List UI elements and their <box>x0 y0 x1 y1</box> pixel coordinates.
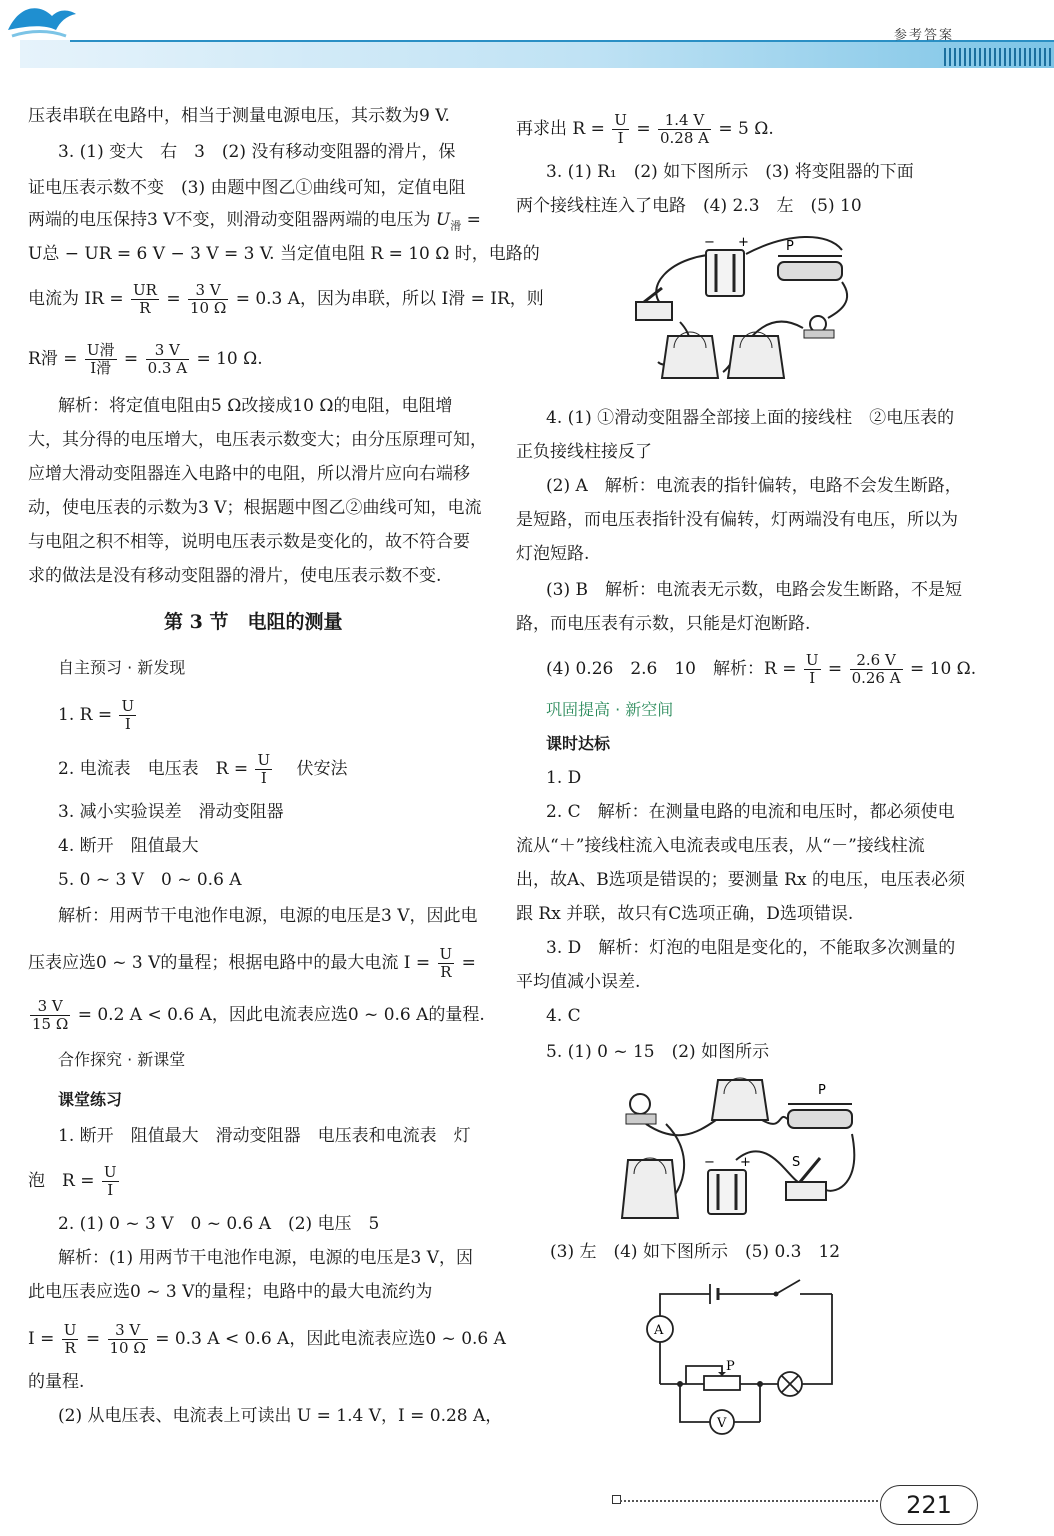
switch-lever <box>776 1280 800 1294</box>
l6-post: = 0.3 A，因为串联，所以 I滑 = IR，则 <box>235 289 544 309</box>
rheostat-symbol <box>704 1376 740 1390</box>
zz-item-1 <box>58 698 138 733</box>
r1-post: = 5 Ω. <box>718 119 774 139</box>
kt-jx-1: 解析：(1) 用两节干电池作电源，电源的电压是3 V，因 <box>58 1248 473 1268</box>
ks-item-2c: 出，故A、B选项是错误的；要测量 Rx 的电压，电压表必须 <box>516 870 965 890</box>
right-line-8: 灯泡短路. <box>516 544 590 564</box>
l6-frac-1-den: R <box>139 299 151 317</box>
l7-frac-1-num: U滑 <box>86 341 115 359</box>
zz-jx2-pre: 压表应选0 ~ 3 V的量程；根据电路中的最大电流 I = <box>28 953 436 973</box>
zz-jx3-num: 3 V <box>30 998 70 1016</box>
left-line-4 <box>28 208 481 238</box>
kt1b-den: I <box>107 1181 114 1199</box>
voltmeter-symbol-label: V <box>717 1416 727 1431</box>
left-line-13: 求的做法是没有移动变阻器的滑片，使电压表示数不变. <box>28 566 442 586</box>
zz1-frac <box>119 698 136 733</box>
left-line-6 <box>28 282 544 317</box>
kt-jx3-post: = 0.3 A < 0.6 A，因此电流表应选0 ~ 0.6 A <box>155 1329 506 1349</box>
battery-minus-label-2: − <box>704 1155 715 1170</box>
zz-jx-2 <box>28 946 476 981</box>
kt-jx3-f1d: R <box>64 1339 76 1357</box>
kt-title: 课堂练习 <box>58 1090 123 1109</box>
kt-item-1b <box>28 1164 121 1199</box>
rheostat-p-label-2: P <box>818 1083 826 1098</box>
gg-title: 巩固提高 · 新空间 <box>546 700 674 719</box>
ks-item-3b: 平均值减小误差. <box>516 972 641 992</box>
ammeter-icon <box>662 336 718 378</box>
r11-frac-1 <box>804 652 821 687</box>
r1-pre: 再求出 R = <box>516 119 611 139</box>
l7-frac-2-den: 0.3 A <box>147 359 188 377</box>
voltmeter-icon <box>728 336 784 378</box>
kt-jx3-f1n: U <box>63 1321 77 1339</box>
section-title: 第 3 节 电阻的测量 <box>164 611 343 633</box>
left-line-3: 证电压表示数不变 (3) 由题中图乙①曲线可知，定值电阻 <box>28 178 466 198</box>
zz-jx2-post: = <box>461 953 476 973</box>
kt-jx3-pre: I = <box>28 1329 60 1349</box>
rheostat-p-label: P <box>786 239 794 254</box>
zz-jx2-frac <box>438 946 455 981</box>
zz-jx2-num: U <box>439 945 453 963</box>
right-line-11: (4) 0.26 2.6 10 解析：R = $\frac{U}{I}$ = $\frac{2.6 V}{0.26 A}$ = 10 Ω. <box>546 651 977 687</box>
header-title: 参考答案 <box>893 28 954 43</box>
switch-s-label: S <box>792 1155 801 1170</box>
left-line-2: 3. (1) 变大 右 3 (2) 没有移动变阻器的滑片，保 <box>58 142 456 162</box>
kt-jx-5: (2) 从电压表、电流表上可读出 U = 1.4 V，I = 0.28 A， <box>58 1406 503 1426</box>
right-line-7: 是短路，而电压表指针没有偏转，灯两端没有电压，所以为 <box>516 510 958 530</box>
right-line-5: 正负接线柱接反了 <box>516 442 652 462</box>
l6-frac-2-num: 3 V <box>188 282 228 300</box>
r11-f1n: U <box>805 651 819 669</box>
zz-jx3-post: = 0.2 A < 0.6 A，因此电流表应选0 ~ 0.6 A的量程. <box>77 1005 485 1025</box>
switch-icon <box>786 1182 826 1200</box>
ammeter-symbol-label: A <box>654 1323 664 1338</box>
r1-f1d: I <box>617 129 624 147</box>
l7-frac-1 <box>85 342 117 377</box>
switch-icon <box>636 302 672 320</box>
hz-title: 合作探究 · 新课堂 <box>58 1050 186 1069</box>
battery-icon <box>708 1170 746 1214</box>
kt-jx-2: 此电压表应选0 ~ 3 V的量程；电路中的最大电流约为 <box>28 1282 433 1302</box>
battery-plus-label-2: + <box>740 1155 751 1170</box>
zz1-den: I <box>124 715 131 733</box>
zz2-frac <box>255 752 272 787</box>
kt1b-num: U <box>103 1163 117 1181</box>
kt-jx-3: I = $\frac{U}{R}$ = $\frac{3 V}{10 \Omega}$ = 0.3 A < 0.6 A，因此电流表应选0 ~ 0.6 A <box>28 1321 506 1357</box>
left-line-9: 大，其分得的电压增大，电压表示数变大；由分压原理可知， <box>28 430 487 450</box>
left-line-11: 动，使电压表的示数为3 V；根据题中图乙②曲线可知，电流 <box>28 498 482 518</box>
l6-frac-1-num: UR <box>132 281 157 299</box>
rheostat-icon <box>778 262 842 280</box>
left-line-8: 解析：将定值电阻由5 Ω改接成10 Ω的电阻，电阻增 <box>58 396 453 416</box>
left-line-7: R滑 = $\frac{\text{U滑}}{\text{I滑}}$ = $\frac{3 V}{0.3 A}$ = 10 Ω. <box>28 341 263 377</box>
kt-item-1: 1. 断开 阻值最大 滑动变阻器 电压表和电流表 灯 <box>58 1126 471 1146</box>
kt1b-pre: 泡 R = <box>28 1171 100 1191</box>
ammeter-icon <box>712 1080 768 1120</box>
l7-pre: R滑 = <box>28 349 83 369</box>
ks-item-4: 4. C <box>546 1006 581 1026</box>
voltmeter-icon <box>622 1160 678 1218</box>
rheostat-icon <box>788 1110 852 1128</box>
l7-frac-1-den: I滑 <box>90 359 112 377</box>
l6-frac-2-den: 10 Ω <box>189 299 227 317</box>
right-line-6: (2) A 解析：电流表的指针偏转，电路不会发生断路， <box>546 476 962 496</box>
circuit-photo-2 <box>616 1074 866 1224</box>
kt-jx3-f2d: 10 Ω <box>109 1339 146 1357</box>
battery-plus-label: + <box>738 235 749 250</box>
kt-jx3-frac-1 <box>62 1322 79 1357</box>
zz1-num: U <box>121 697 135 715</box>
l6-frac-2 <box>188 282 228 317</box>
left-line-10: 应增大滑动变阻器连入电路中的电阻，所以滑片应向右端移 <box>28 464 470 484</box>
kt-jx3-f2n: 3 V <box>108 1322 148 1340</box>
r1-frac-1 <box>612 112 629 147</box>
l7-frac-2-num: 3 V <box>146 342 189 360</box>
zz2-pre: 2. 电流表 电压表 R = <box>58 759 254 779</box>
ks-item-2b: 流从“＋”接线柱流入电流表或电压表，从“－”接线柱流 <box>516 836 925 856</box>
schematic-p-label: P <box>726 1359 735 1374</box>
battery-minus-label: − <box>704 235 715 250</box>
battery-icon <box>706 250 744 296</box>
header-stripes <box>944 48 1054 66</box>
circuit-schematic <box>640 1276 840 1436</box>
kt-jx3-frac-2 <box>108 1322 148 1357</box>
ks-item-5: 5. (1) 0 ~ 15 (2) 如图所示 <box>546 1042 770 1062</box>
zz2-num: U <box>257 751 271 769</box>
circuit-photo-1 <box>628 232 860 388</box>
right-line-9: (3) B 解析：电流表无示数，电路会发生断路，不是短 <box>546 580 962 600</box>
left-line-1: 压表串联在电路中，相当于测量电源电压，其示数为9 V. <box>28 106 450 126</box>
zz-jx-3 <box>28 998 485 1033</box>
zz-item-4: 4. 断开 阻值最大 <box>58 836 199 856</box>
ks-item-3: 3. D 解析：灯泡的电阻是变化的，不能取多次测量的 <box>546 938 956 958</box>
right-line-2: 3. (1) R₁ (2) 如下图所示 (3) 将变阻器的下面 <box>546 162 914 182</box>
r11-f2d: 0.26 A <box>851 669 901 687</box>
zz2-den: I <box>260 769 267 787</box>
r1-f1n: U <box>614 111 627 129</box>
bulb-icon <box>630 1094 650 1114</box>
zz-jx2-den: R <box>440 963 452 981</box>
r1-f2n: 1.4 V <box>658 112 711 130</box>
left-line-4-var: U <box>435 210 451 230</box>
l6-mid: = <box>166 289 186 309</box>
left-line-4-text: 两端的电压保持3 V不变，则滑动变阻器两端的电压为 <box>28 210 431 230</box>
header-band <box>20 40 1054 68</box>
right-line-4: 4. (1) ①滑动变阻器全部接上面的接线柱 ②电压表的 <box>546 408 955 428</box>
kt1b-frac <box>102 1164 119 1199</box>
bird-logo-icon <box>0 0 80 48</box>
l6-frac-1 <box>131 282 159 317</box>
r1-frac-2 <box>658 112 711 147</box>
right-line-10: 路，而电压表有示数，只能是灯泡断路. <box>516 614 811 634</box>
kt-jx-4: 的量程. <box>28 1372 85 1392</box>
kt-item-2: 2. (1) 0 ~ 3 V 0 ~ 0.6 A (2) 电压 5 <box>58 1214 380 1234</box>
l7-post: = 10 Ω. <box>196 349 263 369</box>
r11-f2n: 2.6 V <box>850 652 903 670</box>
zz1-pre: 1. R = <box>58 705 118 725</box>
left-line-4-sub: 滑 <box>450 219 462 233</box>
left-line-4-end: = <box>466 210 481 230</box>
ks-item-1: 1. D <box>546 768 582 788</box>
zz2-post: 伏安法 <box>279 759 348 779</box>
ks-item-2: 2. C 解析：在测量电路的电流和电压时，都必须使电 <box>546 802 955 822</box>
r1-f2d: 0.28 A <box>659 129 709 147</box>
zz-title: 自主预习 · 新发现 <box>58 658 186 677</box>
right-line-1: 再求出 R = $\frac{U}{I}$ = $\frac{1.4 V}{0.28 A}$ = 5 Ω. <box>516 111 774 147</box>
ks-item-2d: 跟 Rx 并联，故只有C选项正确，D选项错误. <box>516 904 854 924</box>
zz-jx-1: 解析：用两节干电池作电源，电源的电压是3 V，因此电 <box>58 906 478 926</box>
r11-post: = 10 Ω. <box>909 659 977 679</box>
ks-item-5b: (3) 左 (4) 如下图所示 (5) 0.3 12 <box>550 1242 841 1262</box>
zz-item-3: 3. 减小实验误差 滑动变阻器 <box>58 802 284 822</box>
zz-item-2 <box>58 752 348 787</box>
left-line-5: U总 − UR = 6 V − 3 V = 3 V. 当定值电阻 R = 10 Ω 时，电路的 <box>28 244 540 264</box>
r11-f1d: I <box>809 669 816 687</box>
page-number: 221 <box>880 1485 978 1525</box>
l6-pre: 电流为 IR = <box>28 289 129 309</box>
right-line-3: 两个接线柱连入了电路 (4) 2.3 左 (5) 10 <box>516 196 862 216</box>
r11-pre: (4) 0.26 2.6 10 解析：R = <box>546 659 802 679</box>
r11-frac-2 <box>850 652 903 687</box>
left-line-12: 与电阻之积不相等，说明电压表示数是变化的，故不符合要 <box>28 532 470 552</box>
zz-jx3-frac <box>30 998 70 1033</box>
footer-dotted-leader <box>620 1500 878 1502</box>
ks-title: 课时达标 <box>546 734 611 753</box>
zz-jx3-den: 15 Ω <box>32 1015 69 1033</box>
l7-frac-2 <box>146 342 189 377</box>
zz-item-5: 5. 0 ~ 3 V 0 ~ 0.6 A <box>58 870 242 890</box>
